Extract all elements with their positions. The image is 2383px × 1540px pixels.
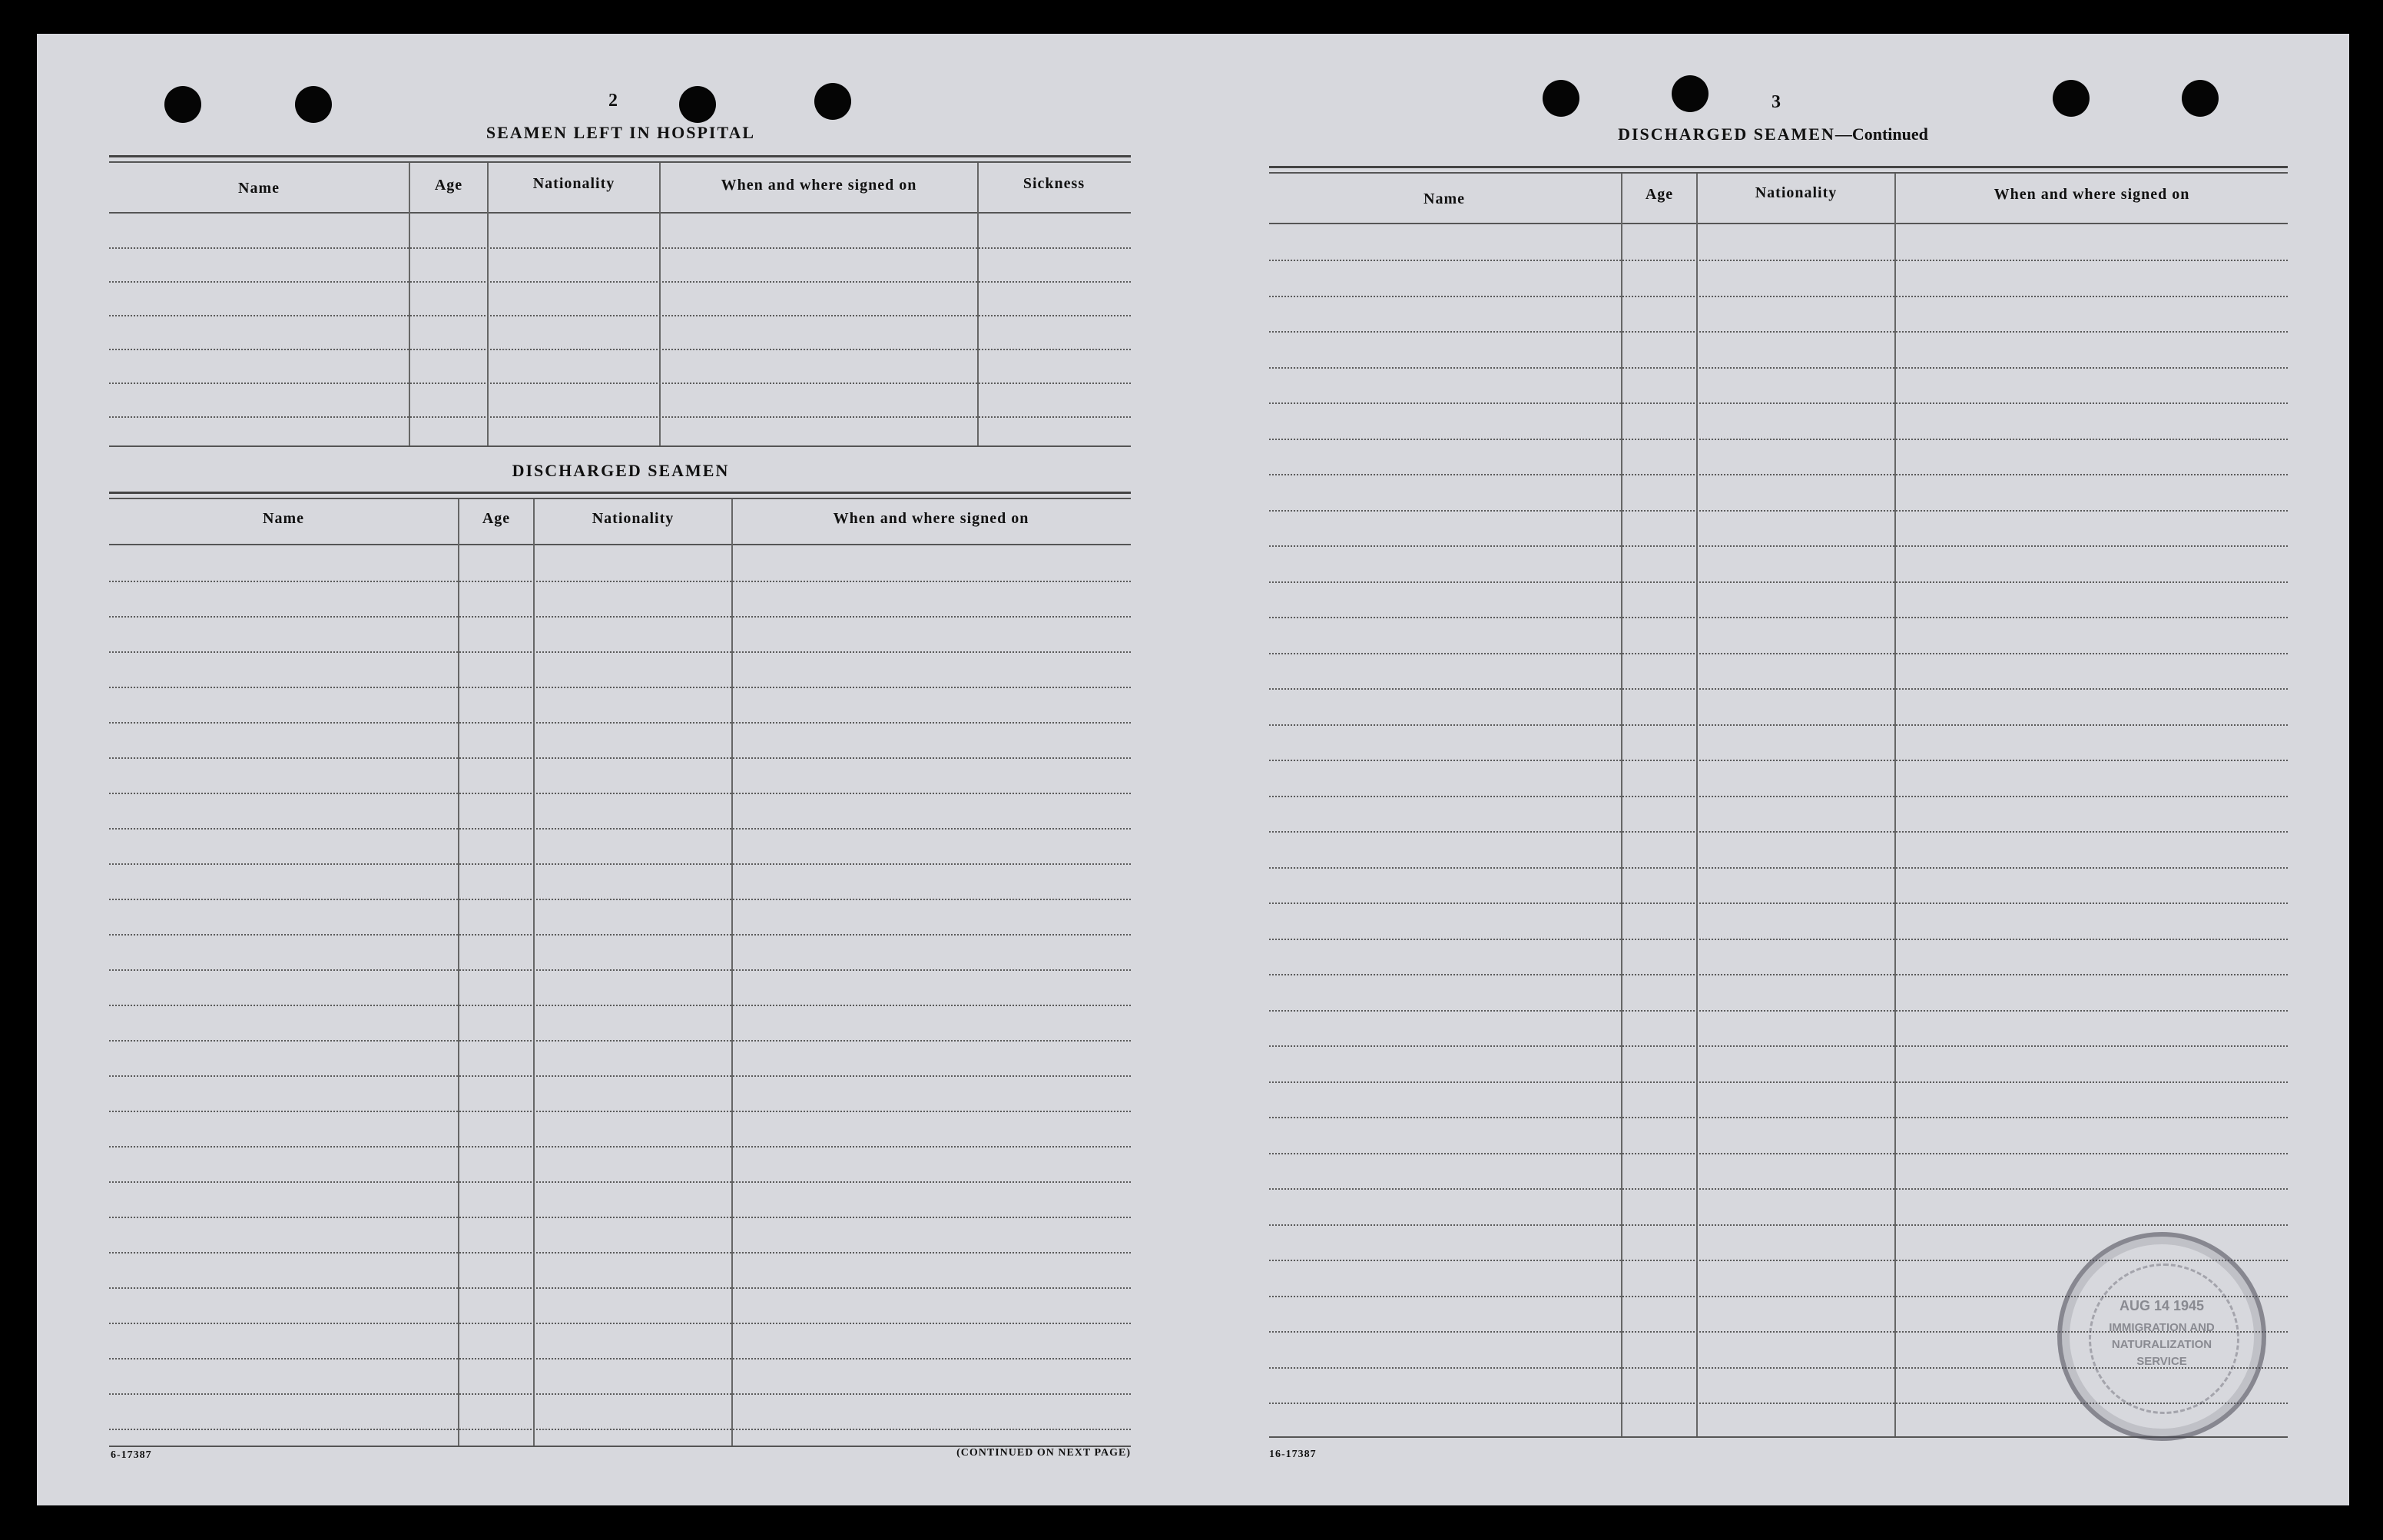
- punch-hole: [679, 86, 716, 123]
- rule: [1269, 172, 2288, 174]
- table-row: [1269, 688, 2288, 690]
- table-row: [1269, 474, 2288, 475]
- column-header: Nationality: [532, 175, 615, 192]
- table-row: [1269, 1010, 2288, 1012]
- table-row: [109, 616, 1131, 618]
- column-divider: [487, 163, 489, 445]
- punch-hole: [2053, 80, 2090, 117]
- table-row: [1269, 867, 2288, 869]
- column-divider: [731, 499, 733, 1446]
- table-row: [1269, 617, 2288, 618]
- table-row: [1269, 296, 2288, 297]
- discharged-section-title: DISCHARGED SEAMEN: [512, 461, 730, 480]
- table-row: [1269, 1117, 2288, 1118]
- table-row: [1269, 367, 2288, 369]
- column-header: Name: [238, 180, 280, 197]
- punch-hole: [295, 86, 332, 123]
- table-row: [109, 651, 1131, 653]
- rule: [109, 445, 1131, 447]
- table-row: [109, 1358, 1131, 1360]
- column-divider: [1696, 174, 1698, 1436]
- immigration-date-stamp: [2057, 1232, 2266, 1441]
- table-row: [1269, 1224, 2288, 1226]
- column-header: Sickness: [1022, 175, 1085, 192]
- column-header: Nationality: [592, 510, 674, 527]
- column-divider: [409, 163, 410, 445]
- table-row: [109, 1323, 1131, 1324]
- table-row: [1269, 831, 2288, 833]
- table-row: [1269, 902, 2288, 904]
- table-row: [1269, 796, 2288, 797]
- column-header: Name: [263, 510, 304, 527]
- table-row: [1269, 545, 2288, 547]
- column-divider: [1894, 174, 1896, 1436]
- table-row: [109, 1111, 1131, 1112]
- table-row: [109, 1075, 1131, 1077]
- table-row: [1269, 724, 2288, 726]
- document-sheet: [37, 34, 2349, 1505]
- punch-hole: [814, 83, 851, 120]
- column-header: Age: [482, 510, 511, 527]
- page-number: 2: [608, 91, 618, 111]
- table-row: [1269, 402, 2288, 404]
- table-row: [1269, 1081, 2288, 1083]
- table-row: [109, 581, 1131, 582]
- column-divider: [977, 163, 979, 445]
- punch-hole: [1672, 75, 1709, 112]
- table-row: [1269, 939, 2288, 940]
- table-row: [109, 1040, 1131, 1042]
- rule: [1269, 166, 2288, 168]
- hospital-section-title: SEAMEN LEFT IN HOSPITAL: [486, 123, 756, 142]
- table-row: [1269, 581, 2288, 583]
- stamp-line: SERVICE: [2136, 1355, 2187, 1368]
- punch-hole: [2182, 80, 2219, 117]
- form-number: 16-17387: [1269, 1449, 1317, 1460]
- table-row: [109, 793, 1131, 794]
- discharged-continued-title: [1581, 124, 1965, 144]
- column-header: Age: [1645, 186, 1674, 203]
- table-row: [1269, 1045, 2288, 1047]
- table-row: [109, 1005, 1131, 1006]
- table-row: [1269, 653, 2288, 654]
- table-row: [109, 1217, 1131, 1218]
- punch-hole: [1543, 80, 1579, 117]
- form-number: 6-17387: [111, 1449, 152, 1461]
- column-divider: [659, 163, 661, 445]
- table-row: [109, 1393, 1131, 1395]
- table-row: [109, 1429, 1131, 1430]
- title-text: DISCHARGED SEAMEN: [1618, 124, 1835, 144]
- rule: [109, 544, 1131, 545]
- column-divider: [533, 499, 535, 1446]
- table-row: [109, 687, 1131, 688]
- column-header: When and where signed on: [833, 510, 1029, 527]
- column-header: When and where signed on: [1994, 186, 2190, 203]
- table-row: [109, 1287, 1131, 1289]
- table-row: [109, 828, 1131, 830]
- table-row: [109, 934, 1131, 936]
- table-row: [1269, 260, 2288, 261]
- stamp-line: IMMIGRATION AND: [2109, 1321, 2215, 1334]
- stamp-line: AUG 14 1945: [2119, 1298, 2205, 1313]
- column-header: Age: [434, 177, 463, 194]
- stamp-line: NATURALIZATION: [2111, 1338, 2212, 1351]
- table-row: [1269, 439, 2288, 440]
- continued-note: (CONTINUED ON NEXT PAGE): [956, 1447, 1131, 1459]
- punch-hole: [164, 86, 201, 123]
- table-row: [109, 863, 1131, 865]
- column-header: When and where signed on: [721, 177, 917, 194]
- table-row: [109, 1252, 1131, 1254]
- table-row: [1269, 510, 2288, 512]
- rule: [109, 155, 1131, 157]
- title-suffix: —Continued: [1834, 124, 1928, 144]
- column-header: Nationality: [1755, 184, 1838, 201]
- rule: [1269, 223, 2288, 224]
- page-number: 3: [1772, 92, 1781, 112]
- table-row: [109, 899, 1131, 900]
- table-row: [1269, 760, 2288, 761]
- column-header: Name: [1424, 190, 1465, 207]
- rule: [109, 498, 1131, 499]
- table-row: [109, 757, 1131, 759]
- table-row: [1269, 1188, 2288, 1190]
- table-row: [1269, 331, 2288, 333]
- table-row: [109, 969, 1131, 971]
- table-row: [1269, 1153, 2288, 1154]
- rule: [109, 492, 1131, 494]
- table-row: [109, 1146, 1131, 1148]
- column-divider: [1621, 174, 1622, 1436]
- table-row: [109, 722, 1131, 724]
- column-divider: [458, 499, 459, 1446]
- table-row: [109, 1181, 1131, 1183]
- table-row: [1269, 974, 2288, 975]
